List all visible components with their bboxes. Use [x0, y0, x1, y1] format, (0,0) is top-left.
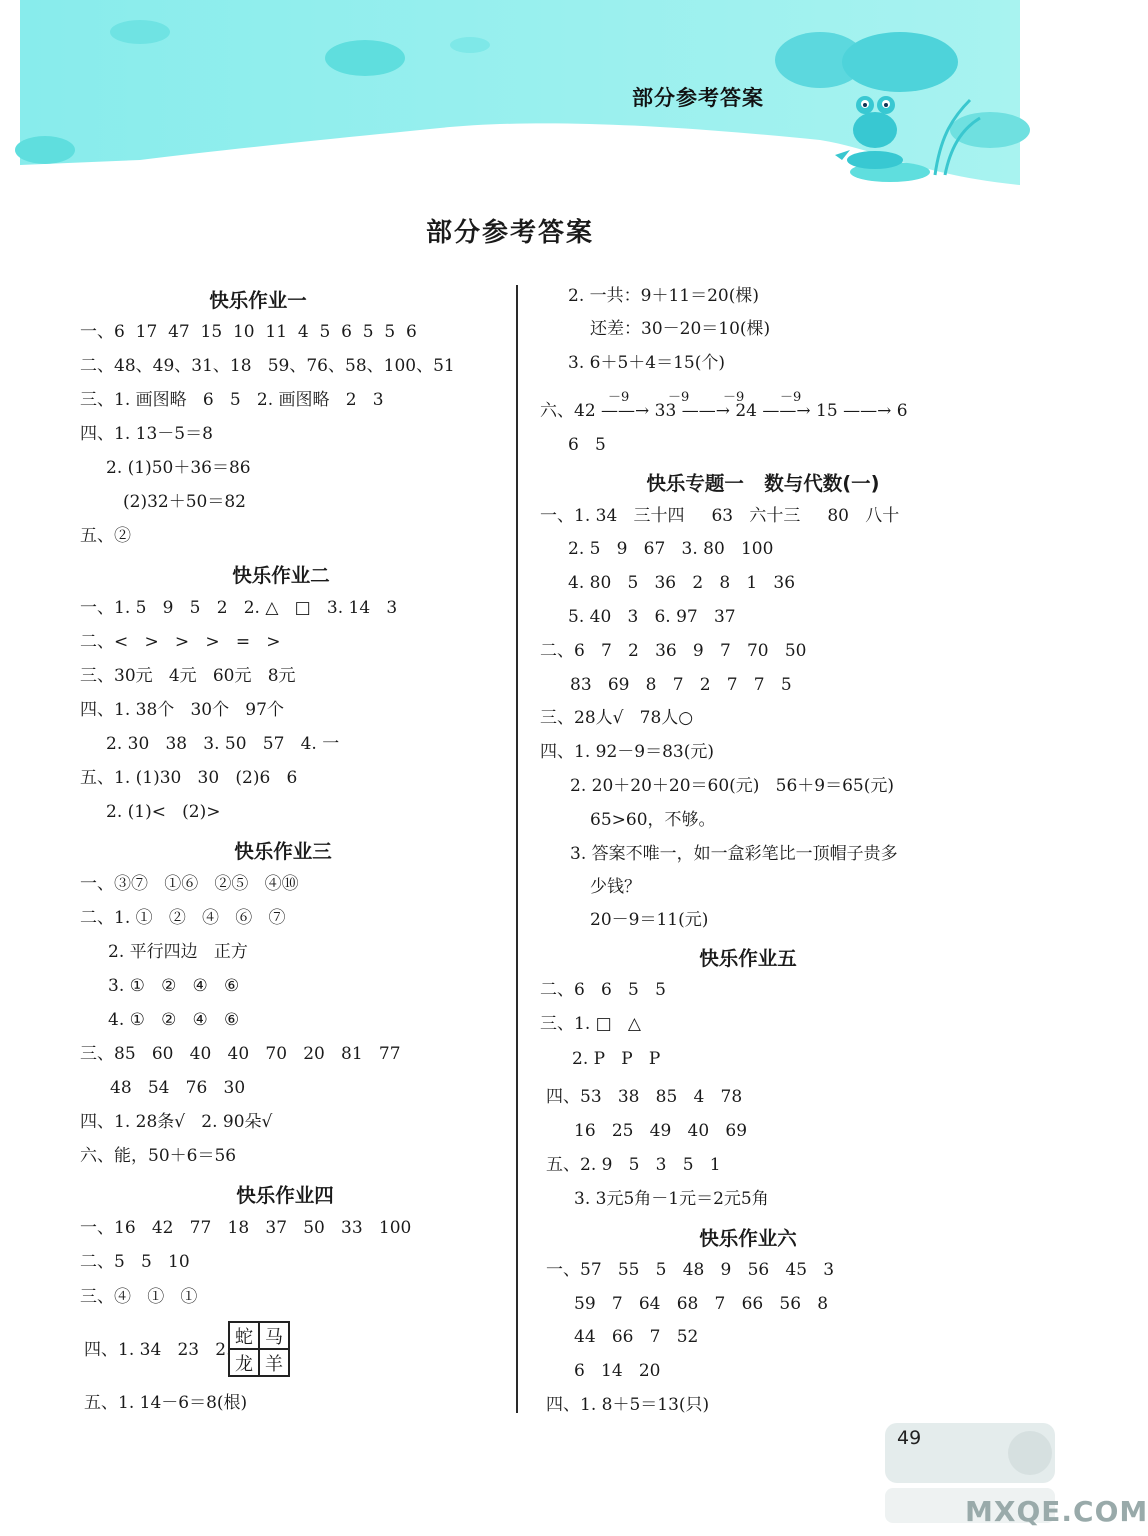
answer-line: 六、能，50＋6＝56 [80, 1146, 237, 1166]
answer-line: 五、2. 9 5 3 5 1 [546, 1155, 721, 1175]
answer-line: 一、6 17 47 15 10 11 4 5 6 5 5 6 [80, 322, 417, 342]
answer-line: 二、48、49、31、18 59、76、58、100、51 [80, 356, 455, 376]
answer-line: 59 7 64 68 7 66 56 8 [574, 1294, 829, 1314]
arrow-label: －9 [608, 390, 630, 405]
header-banner [20, 0, 1020, 190]
answer-line: 2. 一共：9＋11＝20(棵) [568, 286, 759, 306]
answer-line: 4. ① ② ④ ⑥ [108, 1010, 240, 1030]
answer-line: 三、④ ① ① [80, 1287, 198, 1307]
section-title: 快乐作业二 [232, 564, 330, 587]
answer-line: 2. (1)50＋36＝86 [106, 458, 251, 478]
answer-line: 2. P P P [572, 1049, 661, 1069]
answer-line: 四、1. 92－9＝83(元) [540, 742, 714, 762]
arrow-label: －9 [723, 390, 745, 405]
zodiac-grid [228, 1321, 290, 1377]
answer-line: 3. ① ② ④ ⑥ [108, 976, 240, 996]
grid-cell: 羊 [259, 1349, 289, 1376]
answer-line: 六、42 ——→ 33 ——→ 24 ——→ 15 ——→ 6 [540, 401, 908, 421]
answer-line: 二、5 5 10 [80, 1252, 190, 1272]
answer-line: 16 25 49 40 69 [574, 1121, 748, 1141]
answer-line: 三、1. □ △ [540, 1014, 641, 1034]
answer-line: 2. 30 38 3. 50 57 4. 一 [106, 734, 340, 754]
answer-line: 五、1. (1)30 30 (2)6 6 [80, 768, 298, 788]
answer-line: 3. 3元5角－1元＝2元5角 [574, 1189, 769, 1209]
answer-line: 三、30元 4元 60元 8元 [80, 666, 296, 686]
answer-line: 四、1. 8＋5＝13(只) [546, 1395, 710, 1415]
arrow-label: －9 [668, 390, 690, 405]
answer-line: 五、1. 14－6＝8(根) [84, 1393, 248, 1413]
answer-line: 65>60，不够。 [590, 810, 716, 830]
section-title: 快乐作业五 [699, 947, 797, 970]
page-title: 部分参考答案 [425, 218, 594, 248]
answer-line: 3. 6＋5＋4＝15(个) [568, 353, 725, 373]
section-title: 快乐作业三 [234, 840, 332, 863]
answer-line: 2. 20＋20＋20＝60(元) 56＋9＝65(元) [570, 776, 894, 796]
answer-line: 四、1. 34 23 2. [84, 1340, 232, 1360]
answer-line: 三、85 60 40 40 70 20 81 77 [80, 1044, 401, 1064]
answer-line: 6 14 20 [574, 1361, 661, 1381]
answer-line: 四、53 38 85 4 78 [546, 1087, 743, 1107]
answer-line: (2)32＋50＝82 [123, 492, 246, 512]
answer-line: 一、③⑦ ①⑥ ②⑤ ④⑩ [80, 874, 299, 894]
grid-cell: 龙 [229, 1349, 259, 1376]
answer-line: 48 54 76 30 [110, 1078, 246, 1098]
answer-line: 三、1. 画图略 6 5 2. 画图略 2 3 [80, 390, 384, 410]
answer-line: 五、② [80, 526, 131, 546]
answer-line: 少钱？ [590, 877, 641, 897]
answer-line: 一、57 55 5 48 9 56 45 3 [546, 1260, 835, 1280]
grid-cell: 蛇 [229, 1322, 259, 1349]
watermark-text: MXQE.COM [965, 1495, 1148, 1528]
answer-line: 4. 80 5 36 2 8 1 36 [568, 573, 796, 593]
answer-line: 6 5 [568, 435, 606, 455]
banner-title: 部分参考答案 [632, 86, 764, 110]
answer-line: 二、1. ① ② ④ ⑥ ⑦ [80, 908, 286, 928]
section-title: 快乐作业四 [236, 1184, 334, 1207]
answer-line: 20－9＝11(元) [590, 910, 709, 930]
banner-illustration [20, 0, 1020, 190]
answer-line: 四、1. 13－5＝8 [80, 424, 213, 444]
answer-line: 一、16 42 77 18 37 50 33 100 [80, 1218, 412, 1238]
answer-line: 二、6 7 2 36 9 7 70 50 [540, 641, 807, 661]
answer-line: 2. 5 9 67 3. 80 100 [568, 539, 774, 559]
section-title: 快乐作业六 [699, 1227, 797, 1250]
grid-cell: 马 [259, 1322, 289, 1349]
answer-line: 2. (1)< (2)> [106, 802, 221, 822]
answer-line: 83 69 8 7 2 7 7 5 [570, 675, 792, 695]
answer-line: 四、1. 38个 30个 97个 [80, 700, 284, 720]
page-number: 49 [897, 1427, 922, 1449]
section-title: 快乐作业一 [209, 289, 307, 312]
answer-line: 一、1. 5 9 5 2 2. △ □ 3. 14 3 [80, 598, 398, 618]
answer-line: 二、< > > > = > [80, 632, 281, 652]
answer-line: 三、28人√ 78人○ [540, 708, 694, 728]
answer-line: 2. 平行四边 正方 [108, 942, 248, 962]
section-title: 快乐专题一 数与代数(一) [646, 472, 880, 495]
answer-line: 二、6 6 5 5 [540, 980, 666, 1000]
answer-line: 44 66 7 52 [574, 1327, 699, 1347]
answer-line: 5. 40 3 6. 97 37 [568, 607, 736, 627]
answer-line: 四、1. 28条√ 2. 90朵√ [80, 1112, 273, 1132]
answer-line: 一、1. 34 三十四 63 六十三 80 八十 [540, 506, 900, 526]
arrow-label: －9 [780, 390, 802, 405]
answer-line: 还差：30－20＝10(棵) [590, 319, 771, 339]
answer-line: 3. 答案不唯一，如一盒彩笔比一顶帽子贵多 [570, 844, 898, 864]
